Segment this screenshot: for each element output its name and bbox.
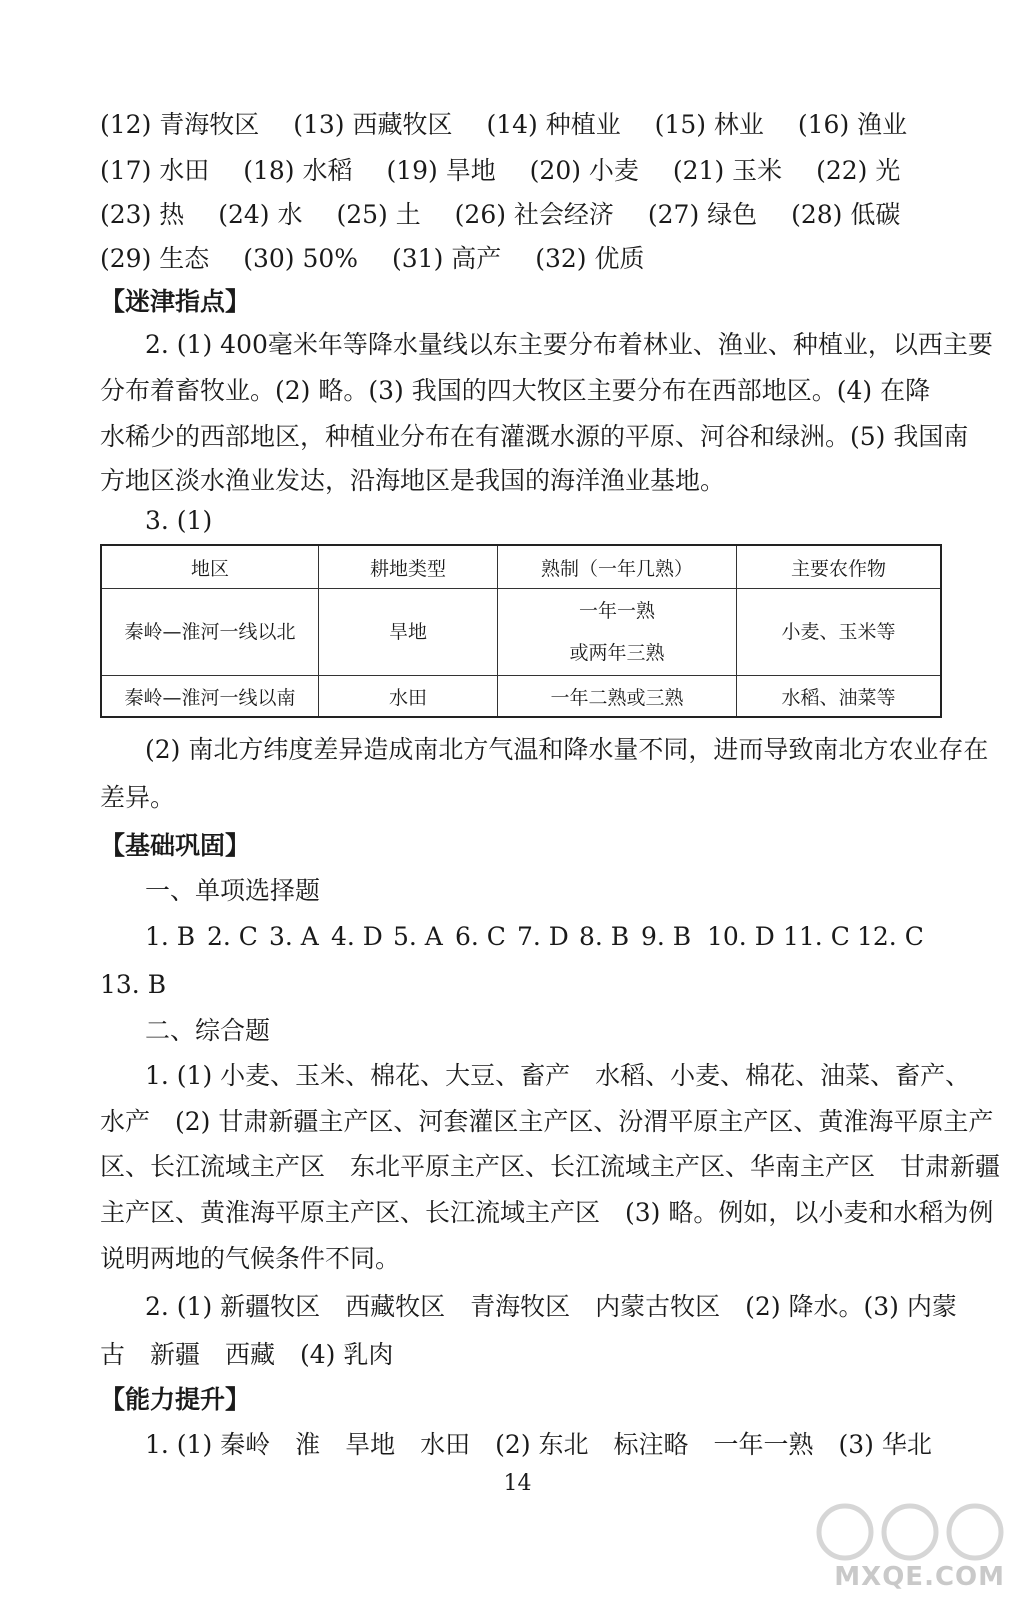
answer: 1. B (145, 922, 196, 951)
term: (17) 水田 (100, 156, 210, 185)
table-row (101, 589, 941, 676)
term: (25) 土 (336, 200, 421, 229)
paragraph-line: (2) 南北方纬度差异造成南北方气温和降水量不同，进而导致南北方农业存在 (145, 735, 989, 764)
term: (13) 西藏牧区 (293, 110, 453, 139)
table-cell: 小麦、玉米等 (737, 589, 942, 676)
answer: 13. B (100, 970, 167, 999)
paragraph-line: 2. (1) 新疆牧区 西藏牧区 青海牧区 内蒙古牧区 (2) 降水。(3) 内蒙 (145, 1292, 957, 1321)
term: (24) 水 (218, 200, 303, 229)
terms-row-2 (100, 148, 945, 194)
table-cell: 秦岭—淮河一线以南 (101, 676, 319, 718)
answer: 8. B (579, 922, 630, 951)
watermark-logo (815, 1502, 1005, 1592)
term: (31) 高产 (392, 244, 502, 273)
paragraph-line: 差异。 (100, 783, 176, 812)
paragraph-line: 水稀少的西部地区，种植业分布在有灌溉水源的平原、河谷和绿洲。(5) 我国南 (100, 422, 969, 451)
part-title: 一、单项选择题 (145, 876, 321, 905)
table-header: 地区 (101, 545, 319, 589)
term: (22) 光 (816, 156, 901, 185)
terms-row-1 (100, 102, 945, 148)
term: (16) 渔业 (797, 110, 908, 139)
paragraph-line: 2. (1) 400毫米年等降水量线以东主要分布着林业、渔业、种植业，以西主要 (145, 330, 993, 359)
paragraph-line: 方地区淡水渔业发达，沿海地区是我国的海洋渔业基地。 (100, 466, 726, 495)
term: (14) 种植业 (486, 110, 621, 139)
paragraph-line: 分布着畜牧业。(2) 略。(3) 我国的四大牧区主要分布在西部地区。(4) 在降 (100, 376, 931, 405)
answer: 4. D (331, 922, 383, 951)
table-cell: 秦岭—淮河一线以北 (101, 589, 319, 676)
answer: 9. B (641, 922, 692, 951)
term: (27) 绿色 (647, 200, 758, 229)
paragraph-line: 古 新疆 西藏 (4) 乳肉 (100, 1340, 394, 1369)
term: (18) 水稻 (243, 156, 353, 185)
cell-line: 一年一熟 (578, 600, 655, 622)
part-title: 二、综合题 (145, 1016, 271, 1045)
term: (32) 优质 (535, 244, 645, 273)
answer: 6. C (455, 922, 506, 951)
terms-row-3 (100, 192, 945, 238)
paragraph-line: 1. (1) 秦岭 淮 旱地 水田 (2) 东北 标注略 一年一熟 (3) 华北 (145, 1430, 932, 1459)
term: (30) 50% (243, 244, 359, 273)
answer: 12. C (857, 922, 924, 951)
paragraph-line: 主产区、黄淮海平原主产区、长江流域主产区 (3) 略。例如，以小麦和水稻为例 (100, 1198, 994, 1227)
answer: 10. D (707, 922, 775, 951)
watermark-icon (815, 1502, 1005, 1562)
table-cell: 水稻、油菜等 (737, 676, 942, 718)
term: (15) 林业 (654, 110, 764, 139)
cell-line: 或两年三熟 (569, 642, 665, 664)
term: (23) 热 (100, 200, 185, 229)
table-header: 耕地类型 (319, 545, 498, 589)
table-cell (498, 589, 737, 676)
term: (19) 旱地 (386, 156, 496, 185)
paragraph-line: 水产 (2) 甘肃新疆主产区、河套灌区主产区、汾渭平原主产区、黄淮海平原主产 (100, 1107, 994, 1136)
term: (21) 玉米 (672, 156, 783, 185)
table-cell: 旱地 (319, 589, 498, 676)
question-label: 3. (1) (145, 506, 213, 535)
section-heading-jichu: 【基础巩固】 (100, 831, 251, 860)
answer: 2. C (207, 922, 258, 951)
answer: 11. C (783, 922, 850, 951)
term: (20) 小麦 (529, 156, 639, 185)
table-header-row (101, 545, 941, 589)
table-row (101, 676, 941, 718)
table-header: 主要农作物 (737, 545, 942, 589)
page-number: 14 (503, 1471, 532, 1496)
answer: 7. D (517, 922, 569, 951)
table-cell: 水田 (319, 676, 498, 718)
term: (29) 生态 (100, 244, 210, 273)
table-header: 熟制（一年几熟） (498, 545, 737, 589)
paragraph-line: 说明两地的气候条件不同。 (100, 1244, 401, 1273)
section-heading-nengli: 【能力提升】 (100, 1385, 251, 1414)
watermark-text: MXQE.COM (834, 1562, 1005, 1592)
farming-comparison-table (100, 544, 942, 718)
terms-row-4 (100, 236, 945, 282)
paragraph-line: 1. (1) 小麦、玉米、棉花、大豆、畜产 水稻、小麦、棉花、油菜、畜产、 (145, 1061, 971, 1090)
answer: 3. A (269, 922, 319, 951)
table-cell: 一年二熟或三熟 (498, 676, 737, 718)
section-heading-mijin: 【迷津指点】 (100, 287, 251, 316)
answer: 5. A (393, 922, 443, 951)
answers-row (145, 914, 945, 960)
term: (12) 青海牧区 (100, 110, 260, 139)
term: (26) 社会经济 (454, 200, 614, 229)
paragraph-line: 区、长江流域主产区 东北平原主产区、长江流域主产区、华南主产区 甘肃新疆 (100, 1152, 1001, 1181)
term: (28) 低碳 (791, 200, 901, 229)
